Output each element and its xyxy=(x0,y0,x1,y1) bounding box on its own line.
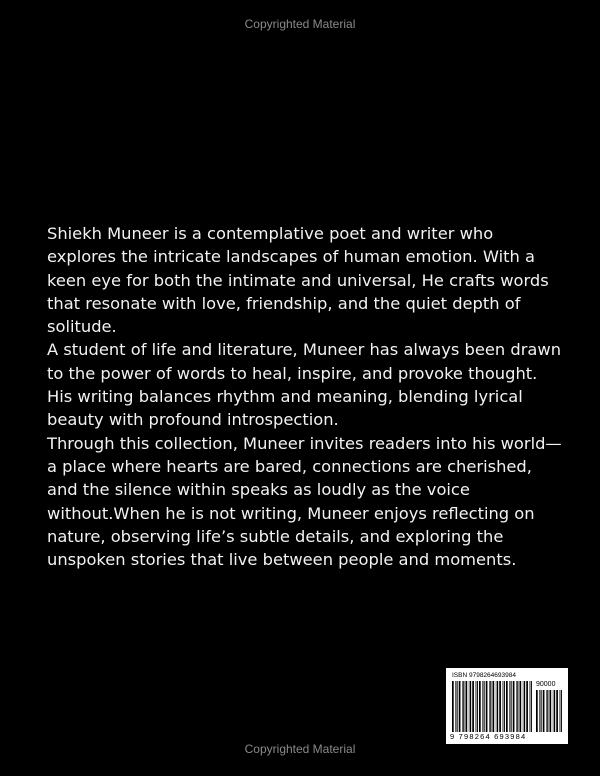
barcode-bar xyxy=(503,681,504,732)
isbn-digits: 9 798264 693984 xyxy=(450,732,527,741)
barcode-bar xyxy=(541,690,542,732)
barcode-bar xyxy=(472,681,474,732)
barcode-bar xyxy=(470,681,471,732)
copyright-watermark-top: Copyrighted Material xyxy=(244,17,356,31)
barcode-bar xyxy=(497,681,498,732)
bio-paragraph-3: Through this collection, Muneer invites readers into his world—a place where hearts are bared, connections are cherished, and the silence within speaks as loudly as the voice without.When he is not writing, Muneer enjoys reflecting on nature, observing life’s subtle details, and exploring the unspoken stories that live between people and moments. xyxy=(47,433,562,570)
barcode-bar xyxy=(536,690,538,732)
barcode-bar xyxy=(539,690,540,732)
barcode-bar xyxy=(561,690,562,732)
barcode-bar xyxy=(457,681,458,732)
barcode-bar xyxy=(490,681,491,732)
barcode-bar xyxy=(517,681,518,732)
barcode-bar xyxy=(493,681,495,732)
barcode-bar xyxy=(496,681,497,732)
barcode-bar xyxy=(546,690,547,732)
barcode-bar xyxy=(526,681,528,732)
barcode-bar xyxy=(554,690,555,732)
barcode-bar xyxy=(477,681,478,732)
barcode-bar xyxy=(560,690,561,732)
bio-paragraph-2: A student of life and literature, Muneer has always been drawn to the power of words to heal, inspire, and provoke thought. His writing balances rhythm and meaning, blending lyrical beauty with profound introspection. xyxy=(47,340,562,430)
barcode-bar xyxy=(463,681,464,732)
barcode-bar xyxy=(531,681,532,732)
barcode-bar xyxy=(452,681,454,732)
author-bio xyxy=(47,222,567,571)
barcode-bar xyxy=(513,681,515,732)
barcode-bar xyxy=(524,681,525,732)
price-addon-bars xyxy=(536,690,564,732)
barcode-bar xyxy=(520,681,522,732)
bio-paragraph-1: Shiekh Muneer is a contemplative poet and writer who explores the intricate landscapes of human emotion. With a keen eye for both the intimate and universal, He crafts words that resonate with love, friendship, and the quiet depth of solitude. xyxy=(47,224,549,337)
barcode-bar xyxy=(504,681,505,732)
barcode-bar xyxy=(466,681,468,732)
barcode-bar xyxy=(476,681,477,732)
barcode-bar xyxy=(482,681,483,732)
copyright-watermark-bottom: Copyrighted Material xyxy=(244,742,356,756)
barcode-bar xyxy=(484,681,485,732)
barcode-bar xyxy=(509,681,510,732)
isbn-barcode xyxy=(446,668,568,744)
barcode-bar xyxy=(553,690,554,732)
barcode-bar xyxy=(469,681,470,732)
ean-barcode-bars xyxy=(452,681,532,732)
barcode-bar xyxy=(550,690,552,732)
barcode-bar xyxy=(499,681,501,732)
barcode-bar xyxy=(479,681,481,732)
barcode-bar xyxy=(489,681,490,732)
price-code: 90000 xyxy=(536,681,556,688)
barcode-bar xyxy=(459,681,461,732)
barcode-bar xyxy=(511,681,512,732)
barcode-bar xyxy=(486,681,488,732)
barcode-bar xyxy=(556,690,558,732)
barcode-bar xyxy=(462,681,463,732)
barcode-bar xyxy=(506,681,508,732)
barcode-bar xyxy=(523,681,524,732)
barcode-bar xyxy=(530,681,531,732)
barcode-bar xyxy=(455,681,456,732)
barcode-bar xyxy=(547,690,548,732)
barcode-bar xyxy=(543,690,545,732)
barcode-bar xyxy=(516,681,517,732)
isbn-label: ISBN 9798264693984 xyxy=(452,672,516,679)
